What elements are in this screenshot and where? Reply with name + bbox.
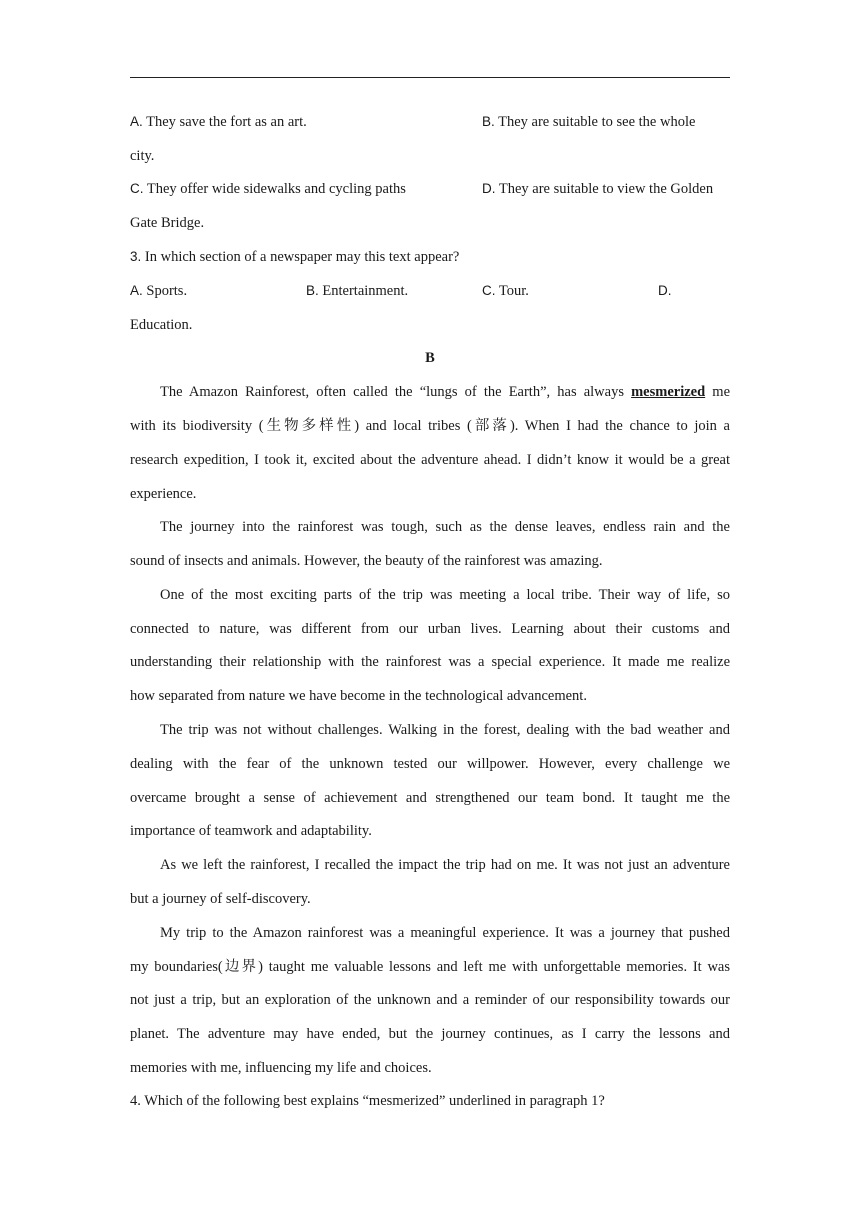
q2-option-d-continued: Gate Bridge. (130, 215, 205, 231)
q2-options-row-2 (130, 172, 730, 206)
p2-line-2: sound of insects and animals. However, the beauty of the rainforest was amazing. (130, 553, 603, 569)
q4-question: 4. Which of the following best explains “mesmerized” underlined in paragraph 1? (130, 1093, 605, 1109)
q3-option-a: A. Sports. (130, 283, 188, 299)
q2-option-a: A. They save the fort as an art. (130, 114, 307, 130)
q3-question: 3. In which section of a newspaper may this text appear? (130, 249, 460, 265)
header-rule (130, 77, 730, 78)
p6-line-5: memories with me, influencing my life and choices. (130, 1060, 432, 1076)
p6-line-1: My trip to the Amazon rainforest was a meaningful experience. It was a journey that pushed (160, 925, 730, 941)
p3-line-1: One of the most exciting parts of the trip was meeting a local tribe. Their way of life, so (160, 587, 730, 603)
section-b-heading: B (425, 350, 435, 366)
p6-line-4: planet. The adventure may have ended, but the journey continues, as I carry the lessons and (130, 1026, 730, 1042)
p5-line-2: but a journey of self-discovery. (130, 891, 311, 907)
p4-line-2: dealing with the fear of the unknown tested our willpower. However, every challenge we (130, 756, 730, 772)
p6-line-2: my boundaries(边界) taught me valuable lessons and left me with unforgettable memories. It was (130, 959, 730, 975)
p4-line-1: The trip was not without challenges. Walking in the forest, dealing with the bad weather and (160, 722, 730, 738)
q2-option-b-continued: city. (130, 148, 155, 164)
q3-option-d: D. (658, 283, 672, 298)
q2-option-d: D. They are suitable to view the Golden (482, 181, 714, 197)
p6-line-3: not just a trip, but an exploration of the unknown and a reminder of our responsibility towards our (130, 992, 730, 1008)
q2-option-c: C. They offer wide sidewalks and cycling paths (130, 181, 406, 197)
p3-line-4: how separated from nature we have become in the technological advancement. (130, 688, 587, 704)
p1-line-3: research expedition, I took it, excited about the adventure ahead. I didn’t know it would be a great (130, 452, 730, 468)
p1-line-2: with its biodiversity (生物多样性) and local tribes (部落). When I had the chance to join a (130, 418, 730, 434)
p4-line-3: overcame brought a sense of achievement and strengthened our team bond. It taught me the (130, 790, 730, 806)
q2-options-row-1 (130, 105, 730, 139)
p3-line-2: connected to nature, was different from our urban lives. Learning about their customs and (130, 621, 730, 637)
q3-option-b: B. Entertainment. (306, 283, 409, 299)
underlined-word: mesmerized (631, 384, 706, 400)
p5-line-1: As we left the rainforest, I recalled the impact the trip had on me. It was not just an adventure (160, 857, 730, 873)
q3-option-d-continued: Education. (130, 317, 193, 333)
q2-option-b: B. They are suitable to see the whole (482, 114, 696, 130)
p3-line-3: understanding their relationship with the rainforest was a special experience. It made me realize (130, 654, 730, 670)
p1-line-1: The Amazon Rainforest, often called the “lungs of the Earth”, has always mesmerized me (160, 384, 730, 400)
p4-line-4: importance of teamwork and adaptability. (130, 823, 372, 839)
q3-option-c: C. Tour. (482, 283, 529, 299)
p1-line-4: experience. (130, 486, 197, 502)
q3-options-row (130, 274, 730, 308)
p2-line-1: The journey into the rainforest was tough, such as the dense leaves, endless rain and the (160, 519, 730, 535)
